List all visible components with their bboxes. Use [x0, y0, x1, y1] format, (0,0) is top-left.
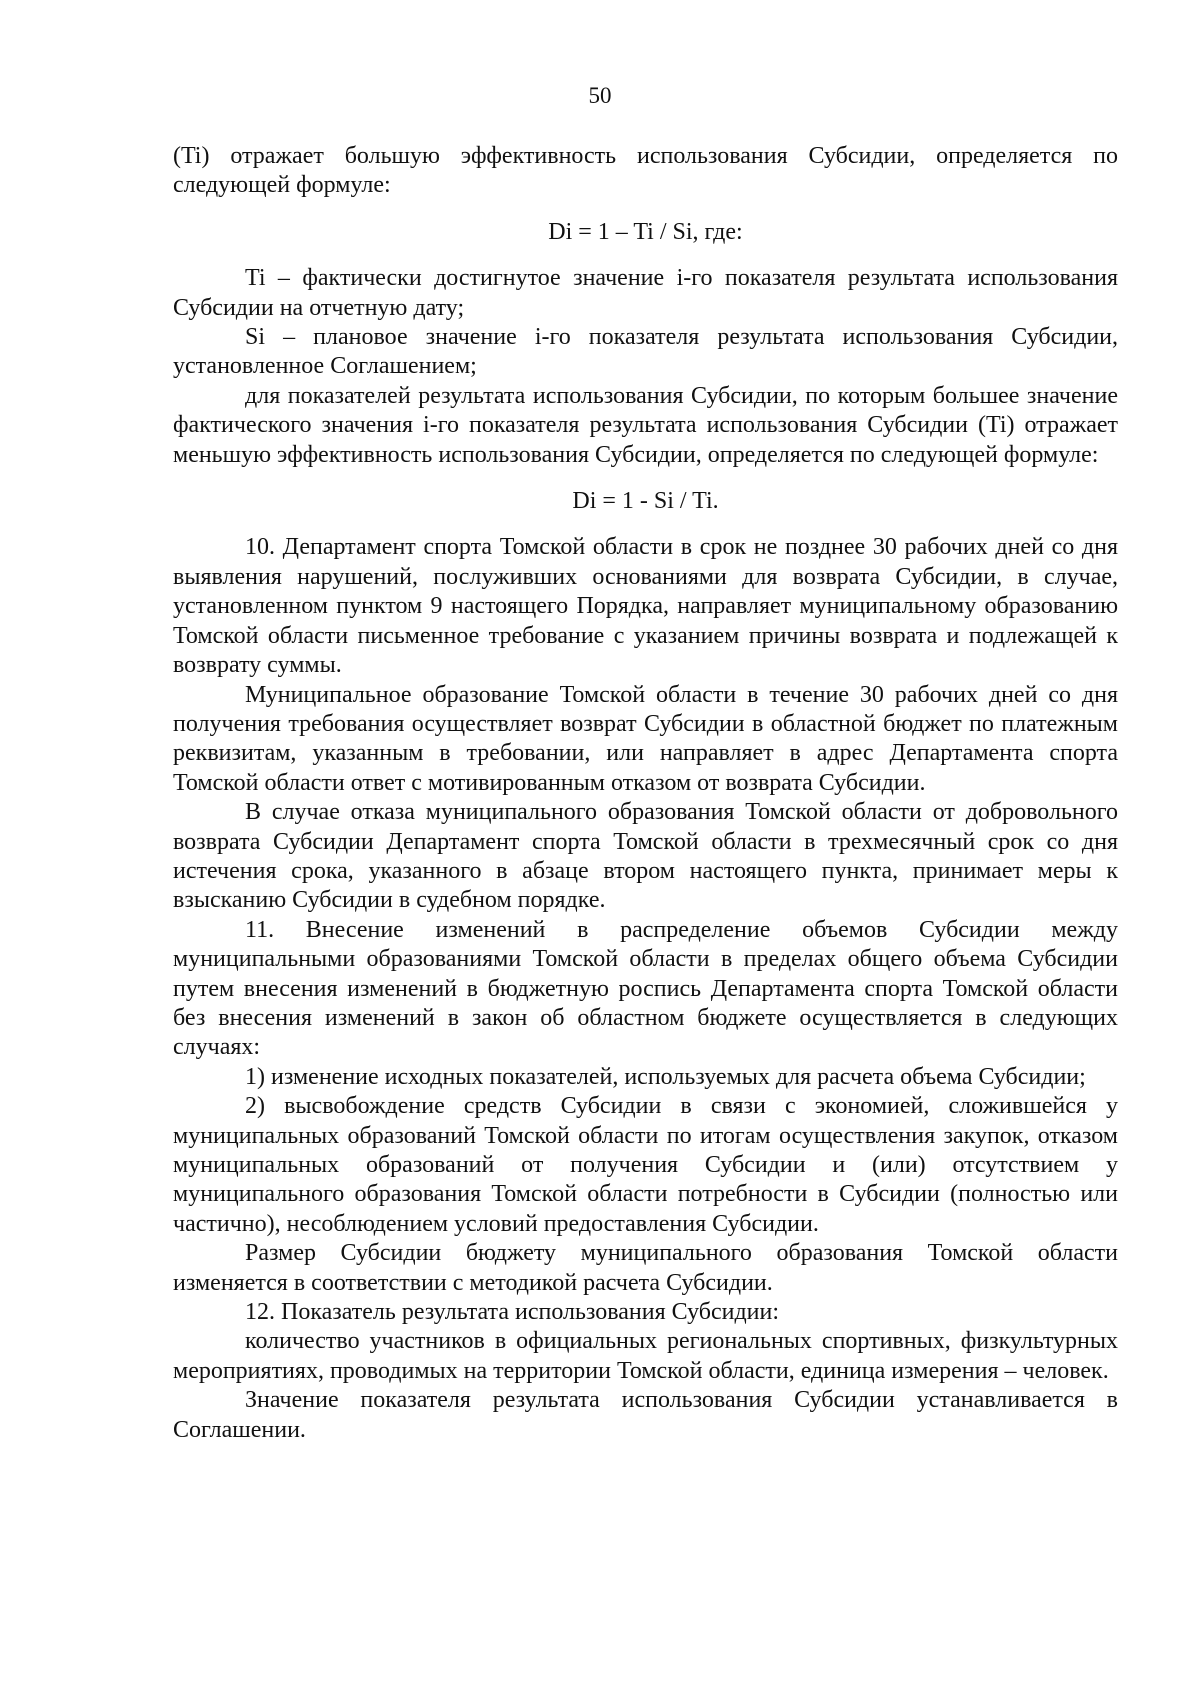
page-number: 50: [588, 83, 612, 108]
paragraph-si-definition: Si – плановое значение i-го показателя результата использования Субсидии, установленное Соглашением;: [173, 324, 1118, 380]
paragraph-item-11: 11. Внесение изменений в распределение объемов Субсидии между муниципальными образованиями Томской области в пределах общего объема Субсидии путем внесения изменений в бюджетную роспись Департамента спорта Томской области без внесения изменений в закон об областном бюджете осуществляется в следующих случаях:: [173, 916, 1118, 1061]
formula-1: Di = 1 – Ti / Si, где:: [548, 218, 743, 245]
paragraph-refusal-case: В случае отказа муниципального образования Томской области от добровольного возврата Субсидии Департамент спорта Томской области в трехмесячный срок со дня истечения срока, указанного в абзаце втором настоящего пункта, принимает меры к взысканию Субсидии в судебном порядке.: [173, 799, 1118, 914]
formula-2: Di = 1 - Si / Ti.: [572, 488, 719, 515]
document-body: [173, 142, 1118, 1445]
paragraph-case-2: 2) высвобождение средств Субсидии в связи с экономией, сложившейся у муниципальных образований Томской области по итогам осуществления закупок, отказом муниципальных образований от получения Субсидии и (или) отсутствием у муниципального образования Томской области потребности в Субсидии (полностью или частично), несоблюдением условий предоставления Субсидии.: [173, 1093, 1118, 1237]
paragraph-case-1: 1) изменение исходных показателей, используемых для расчета объема Субсидии;: [245, 1063, 1086, 1090]
paragraph-indicator-description: количество участников в официальных региональных спортивных, физкультурных мероприятиях, проводимых на территории Томской области, единица измерения – человек.: [173, 1328, 1118, 1384]
paragraph-item-12: 12. Показатель результата использования Субсидии:: [245, 1299, 780, 1326]
paragraph-formula-intro-2: для показателей результата использования Субсидии, по которым большее значение фактического значения i-го показателя результата использования Субсидии (Ti) отражает меньшую эффективность использования Субсидии, определяется по следующей формуле:: [173, 382, 1118, 468]
paragraph-item-10: 10. Департамент спорта Томской области в срок не позднее 30 рабочих дней со дня выявления нарушений, послуживших основаниями для возврата Субсидии, в случае, установленном пунктом 9 настоящего Порядка, направляет муниципальному образованию Томской области письменное требование с указанием причины возврата и подлежащей к возврату суммы.: [173, 534, 1118, 679]
paragraph-return-procedure: Муниципальное образование Томской области в течение 30 рабочих дней со дня получения требования осуществляет возврат Субсидии в областной бюджет по платежным реквизитам, указанным в требовании, или направляет в адрес Департамента спорта Томской области ответ с мотивированным отказом от возврата Субсидии.: [173, 681, 1118, 796]
paragraph-indicator-value: Значение показателя результата использования Субсидии устанавливается в Соглашении.: [173, 1387, 1118, 1443]
paragraph-subsidy-size: Размер Субсидии бюджету муниципального образования Томской области изменяется в соответствии с методикой расчета Субсидии.: [173, 1240, 1118, 1296]
paragraph-ti-definition: Ti – фактически достигнутое значение i-го показателя результата использования Субсидии на отчетную дату;: [173, 265, 1118, 321]
paragraph-formula-intro-1: (Ti) отражает большую эффективность использования Субсидии, определяется по следующей формуле:: [173, 143, 1118, 199]
